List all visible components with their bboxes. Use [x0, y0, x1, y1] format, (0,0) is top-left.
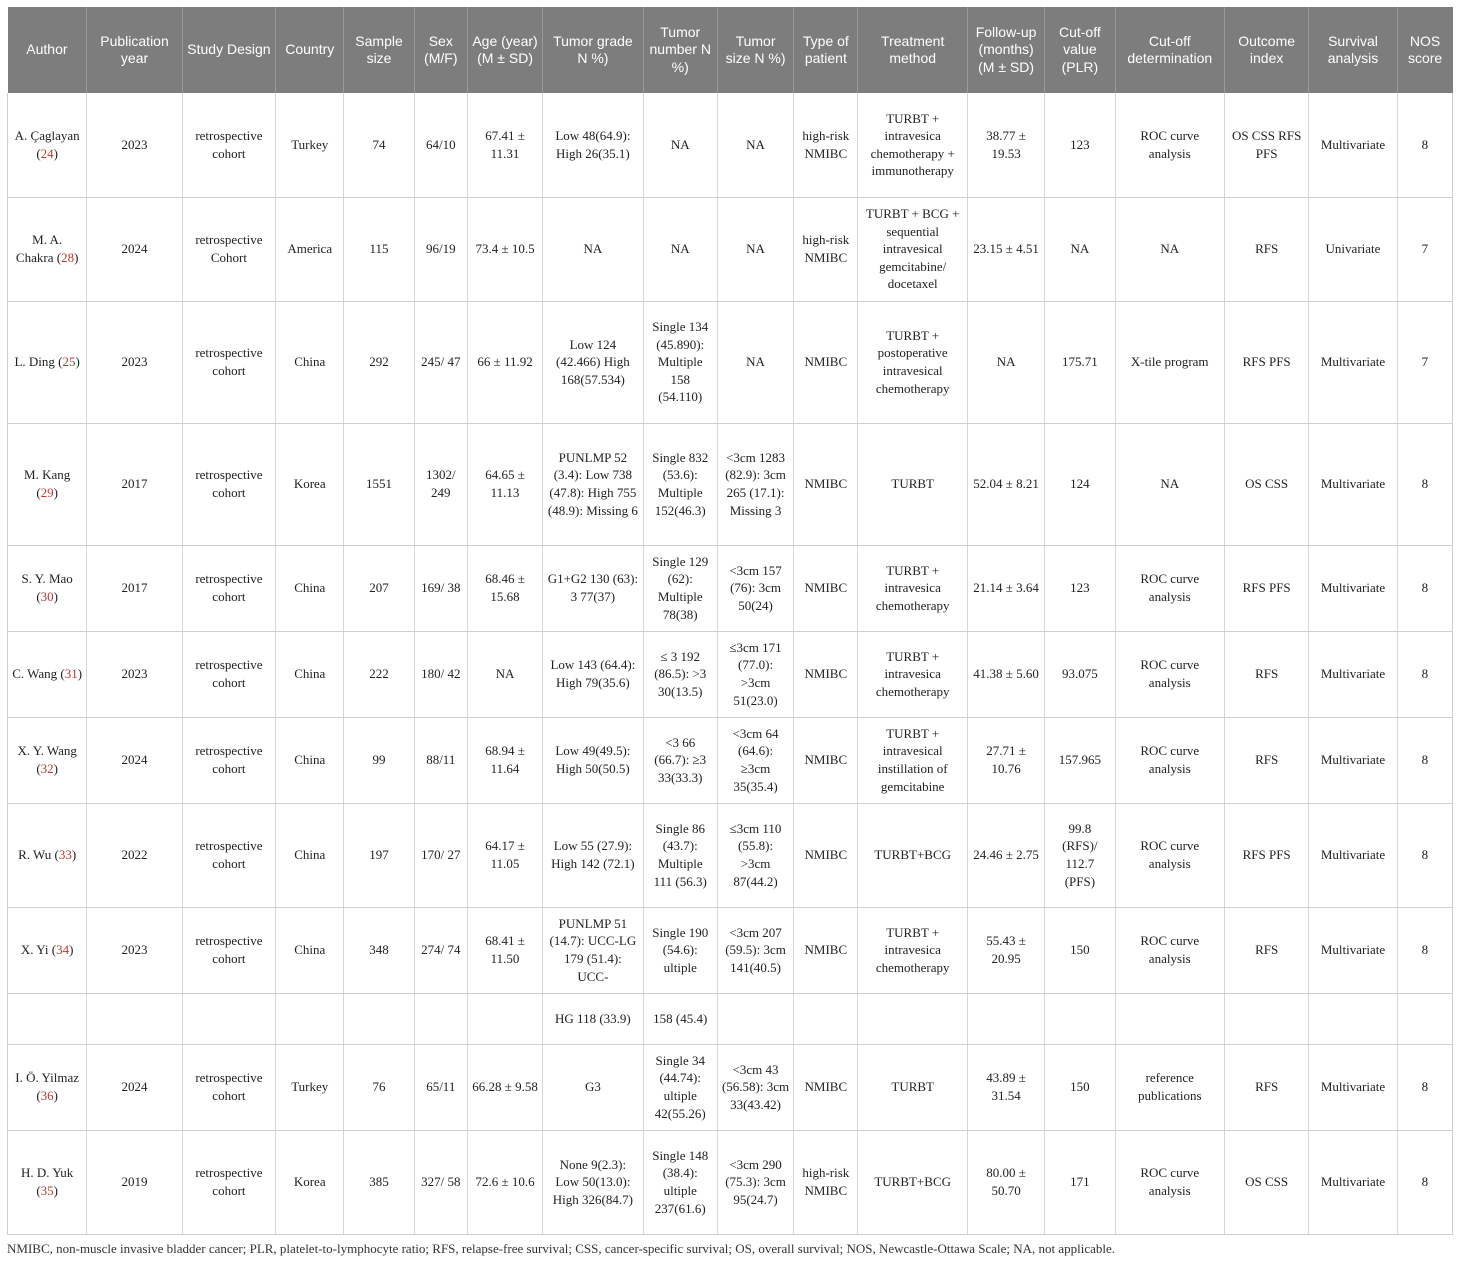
cell-country: Turkey [276, 93, 344, 197]
citation-link[interactable]: 33 [58, 847, 72, 863]
cell-nos [1397, 993, 1452, 1044]
table-footnote: NMIBC, non-muscle invasive bladder cancer; PLR, platelet-to-lymphocyte ratio; RFS, relapse-free survival; CSS, cancer-specific survival; OS, overall survival; NOS, Newcastle-Ottawa Scale; NA, not applicable. [7, 1241, 1116, 1256]
cell-cutoff [1045, 993, 1115, 1044]
cell-country: China [276, 631, 344, 717]
cell-followup: 27.71 ± 10.76 [967, 717, 1044, 803]
cell-outcome: OS CSS [1224, 1130, 1308, 1234]
cell-survival: Multivariate [1309, 93, 1397, 197]
cell-sex: 96/19 [414, 197, 467, 301]
cell-patient: NMIBC [794, 717, 858, 803]
cell-followup: 24.46 ± 2.75 [967, 803, 1044, 907]
author-name: A. Çaglayan [14, 128, 80, 144]
cell-age: 68.41 ± 11.50 [467, 907, 542, 993]
cell-age: 66 ± 11.92 [467, 301, 542, 423]
author-name: M. Kang [24, 467, 71, 483]
cell-design [182, 993, 275, 1044]
cell-survival: Multivariate [1309, 631, 1397, 717]
column-header-age: Age (year) (M ± SD) [467, 7, 542, 93]
cell-age [467, 993, 542, 1044]
cell-nos: 8 [1397, 545, 1452, 631]
cell-patient: NMIBC [794, 631, 858, 717]
cell-sex: 169/ 38 [414, 545, 467, 631]
citation-link[interactable]: 31 [64, 666, 78, 682]
cell-design: retrospective cohort [182, 423, 275, 545]
cell-year: 2022 [87, 803, 182, 907]
cell-patient: NMIBC [794, 1044, 858, 1130]
cell-author: M. A. Chakra (28) [8, 197, 87, 301]
cell-outcome [1224, 993, 1308, 1044]
cell-sex [414, 993, 467, 1044]
cell-followup: NA [967, 301, 1044, 423]
cell-size: <3cm 43 (56.58): 3cm 33(43.42) [717, 1044, 793, 1130]
cell-nos: 8 [1397, 1044, 1452, 1130]
cell-sex: 88/11 [414, 717, 467, 803]
cell-nos: 8 [1397, 631, 1452, 717]
column-header-country: Country [276, 7, 344, 93]
cell-author: R. Wu (33) [8, 803, 87, 907]
table-row [8, 907, 1453, 993]
cell-survival: Multivariate [1309, 1130, 1397, 1234]
cell-grade: G3 [543, 1044, 643, 1130]
cell-size: <3cm 290 (75.3): 3cm 95(24.7) [717, 1130, 793, 1234]
cell-year: 2023 [87, 301, 182, 423]
cell-author: M. Kang (29) [8, 423, 87, 545]
cell-outcome: RFS PFS [1224, 301, 1308, 423]
cell-grade: None 9(2.3): Low 50(13.0): High 326(84.7) [543, 1130, 643, 1234]
cell-design: retrospective cohort [182, 301, 275, 423]
author-name: S. Y. Mao [21, 571, 73, 587]
cell-country: China [276, 907, 344, 993]
cell-patient: high-risk NMIBC [794, 197, 858, 301]
cell-sample [344, 993, 414, 1044]
cell-survival: Multivariate [1309, 717, 1397, 803]
cell-sex: 245/ 47 [414, 301, 467, 423]
citation-link[interactable]: 34 [56, 942, 70, 958]
cell-country: America [276, 197, 344, 301]
cell-treatment: TURBT + BCG + sequential intravesical gemcitabine/ docetaxel [858, 197, 967, 301]
cell-sample: 222 [344, 631, 414, 717]
cell-sample: 292 [344, 301, 414, 423]
cell-determination: ROC curve analysis [1115, 907, 1224, 993]
cell-number: ≤ 3 192 (86.5): >3 30(13.5) [643, 631, 717, 717]
cell-sample: 207 [344, 545, 414, 631]
cell-sample: 197 [344, 803, 414, 907]
column-header-cut-off-determination: Cut-off determination [1115, 7, 1224, 93]
citation-link[interactable]: 35 [40, 1183, 54, 1198]
cell-determination: ROC curve analysis [1115, 93, 1224, 197]
cell-patient [794, 993, 858, 1044]
cell-design: retrospective Cohort [182, 197, 275, 301]
cell-survival: Multivariate [1309, 1044, 1397, 1130]
cell-treatment [858, 993, 967, 1044]
cell-sample: 385 [344, 1130, 414, 1234]
table-row [8, 197, 1453, 301]
cell-author: X. Y. Wang (32) [8, 717, 87, 803]
cell-outcome: RFS PFS [1224, 803, 1308, 907]
cell-country [276, 993, 344, 1044]
author-name: X. Yi [20, 942, 49, 958]
cell-country: China [276, 717, 344, 803]
cell-sex: 64/10 [414, 93, 467, 197]
cell-year: 2023 [87, 907, 182, 993]
table-row [8, 803, 1453, 907]
cell-author: X. Yi (34) [8, 907, 87, 993]
cell-sample: 1551 [344, 423, 414, 545]
cell-nos: 7 [1397, 197, 1452, 301]
cell-survival [1309, 993, 1397, 1044]
column-header-survival-analysis: Survival analysis [1309, 7, 1397, 93]
cell-determination: ROC curve analysis [1115, 1130, 1224, 1234]
cell-author: H. D. Yuk (35) [8, 1130, 87, 1234]
cell-year: 2024 [87, 197, 182, 301]
cell-year: 2024 [87, 717, 182, 803]
header-row [8, 7, 1453, 93]
cell-year: 2024 [87, 1044, 182, 1130]
cell-grade: PUNLMP 52 (3.4): Low 738 (47.8): High 755 (48.9): Missing 6 [543, 423, 643, 545]
table-row [8, 993, 1453, 1044]
column-header-cut-off-value: Cut-off value (PLR) [1045, 7, 1115, 93]
cell-survival: Multivariate [1309, 803, 1397, 907]
column-header-follow-up: Follow-up (months) (M ± SD) [967, 7, 1044, 93]
cell-year [87, 993, 182, 1044]
cell-number: Single 129 (62): Multiple 78(38) [643, 545, 717, 631]
cell-sex: 274/ 74 [414, 907, 467, 993]
cell-design: retrospective cohort [182, 545, 275, 631]
cell-followup: 55.43 ± 20.95 [967, 907, 1044, 993]
cell-determination: NA [1115, 423, 1224, 545]
cell-nos: 8 [1397, 803, 1452, 907]
cell-determination: NA [1115, 197, 1224, 301]
cell-nos: 8 [1397, 907, 1452, 993]
cell-size: <3cm 207 (59.5): 3cm 141(40.5) [717, 907, 793, 993]
cell-sample: 348 [344, 907, 414, 993]
column-header-tumor-size: Tumor size N %) [717, 7, 793, 93]
cell-age: 72.6 ± 10.6 [467, 1130, 542, 1234]
table-container [7, 7, 1453, 1235]
column-header-outcome-index: Outcome index [1224, 7, 1308, 93]
cell-cutoff: 175.71 [1045, 301, 1115, 423]
column-header-author: Author [8, 7, 87, 93]
cell-country: Turkey [276, 1044, 344, 1130]
cell-design: retrospective cohort [182, 1130, 275, 1234]
cell-followup: 41.38 ± 5.60 [967, 631, 1044, 717]
cell-sample: 115 [344, 197, 414, 301]
cell-treatment: TURBT + intravesica chemotherapy [858, 545, 967, 631]
citation-link[interactable]: 28 [61, 250, 75, 265]
cell-outcome: OS CSS RFS PFS [1224, 93, 1308, 197]
cell-followup: 21.14 ± 3.64 [967, 545, 1044, 631]
cell-size: ≤3cm 110 (55.8): >3cm 87(44.2) [717, 803, 793, 907]
table-row [8, 301, 1453, 423]
cell-design: retrospective cohort [182, 803, 275, 907]
cell-treatment: TURBT + intravesica chemotherapy [858, 907, 967, 993]
cell-patient: high-risk NMIBC [794, 93, 858, 197]
cell-nos: 8 [1397, 423, 1452, 545]
cell-determination: X-tile program [1115, 301, 1224, 423]
cell-sample: 76 [344, 1044, 414, 1130]
cell-size: ≤3cm 171 (77.0): >3cm 51(23.0) [717, 631, 793, 717]
cell-size: NA [717, 197, 793, 301]
table-row [8, 717, 1453, 803]
cell-year: 2023 [87, 631, 182, 717]
author-name: L. Ding [14, 354, 55, 370]
column-header-study-design: Study Design [182, 7, 275, 93]
column-header-type-of-patient: Type of patient [794, 7, 858, 93]
cell-determination: ROC curve analysis [1115, 717, 1224, 803]
cell-survival: Multivariate [1309, 907, 1397, 993]
cell-nos: 7 [1397, 301, 1452, 423]
cell-grade: NA [543, 197, 643, 301]
cell-patient: NMIBC [794, 545, 858, 631]
cell-author: C. Wang (31) [8, 631, 87, 717]
table-row [8, 1130, 1453, 1234]
table-row [8, 423, 1453, 545]
cell-cutoff: 150 [1045, 907, 1115, 993]
cell-country: China [276, 545, 344, 631]
cell-nos: 8 [1397, 1130, 1452, 1234]
cell-number: Single 190 (54.6): ultiple [643, 907, 717, 993]
author-name: I. Ö. Yilmaz [15, 1070, 80, 1086]
cell-outcome: RFS [1224, 1044, 1308, 1130]
cell-treatment: TURBT + intravesica chemotherapy [858, 631, 967, 717]
cell-patient: high-risk NMIBC [794, 1130, 858, 1234]
cell-number: NA [643, 93, 717, 197]
cell-grade: Low 124 (42.466) High 168(57.534) [543, 301, 643, 423]
cell-treatment: TURBT + intravesica chemotherapy + immunotherapy [858, 93, 967, 197]
citation-link[interactable]: 36 [40, 1088, 54, 1103]
cell-cutoff: 123 [1045, 545, 1115, 631]
cell-treatment: TURBT [858, 1044, 967, 1130]
cell-survival: Multivariate [1309, 423, 1397, 545]
cell-age: NA [467, 631, 542, 717]
cell-outcome: RFS [1224, 197, 1308, 301]
cell-patient: NMIBC [794, 907, 858, 993]
column-header-treatment-method: Treatment method [858, 7, 967, 93]
cell-number: 158 (45.4) [643, 993, 717, 1044]
cell-author [8, 993, 87, 1044]
cell-treatment: TURBT + postoperative intravesical chemotherapy [858, 301, 967, 423]
cell-year: 2019 [87, 1130, 182, 1234]
author-name: M. A. Chakra [15, 232, 63, 265]
cell-age: 64.65 ± 11.13 [467, 423, 542, 545]
cell-sample: 99 [344, 717, 414, 803]
cell-author: L. Ding (25) [8, 301, 87, 423]
cell-followup: 38.77 ± 19.53 [967, 93, 1044, 197]
cell-cutoff: 171 [1045, 1130, 1115, 1234]
cell-design: retrospective cohort [182, 631, 275, 717]
column-header-tumor-number: Tumor number N %) [643, 7, 717, 93]
cell-followup: 43.89 ± 31.54 [967, 1044, 1044, 1130]
cell-grade: HG 118 (33.9) [543, 993, 643, 1044]
cell-sex: 180/ 42 [414, 631, 467, 717]
cell-outcome: RFS [1224, 717, 1308, 803]
cell-outcome: RFS PFS [1224, 545, 1308, 631]
cell-design: retrospective cohort [182, 907, 275, 993]
cell-country: China [276, 301, 344, 423]
table-body [8, 93, 1453, 1234]
cell-author: I. Ö. Yilmaz (36) [8, 1044, 87, 1130]
cell-grade: Low 143 (64.4): High 79(35.6) [543, 631, 643, 717]
cell-grade: Low 48(64.9): High 26(35.1) [543, 93, 643, 197]
cell-author: A. Çaglayan (24) [8, 93, 87, 197]
cell-age: 68.94 ± 11.64 [467, 717, 542, 803]
cell-country: Korea [276, 423, 344, 545]
author-name: H. D. Yuk [21, 1165, 74, 1181]
author-name: R. Wu [18, 847, 52, 863]
citation-link[interactable]: 29 [40, 485, 54, 500]
cell-year: 2017 [87, 423, 182, 545]
column-header-sex: Sex (M/F) [414, 7, 467, 93]
cell-sex: 327/ 58 [414, 1130, 467, 1234]
cell-number: <3 66 (66.7): ≥3 33(33.3) [643, 717, 717, 803]
cell-followup: 80.00 ± 50.70 [967, 1130, 1044, 1234]
cell-outcome: RFS [1224, 907, 1308, 993]
cell-country: Korea [276, 1130, 344, 1234]
cell-determination [1115, 993, 1224, 1044]
cell-determination: ROC curve analysis [1115, 803, 1224, 907]
cell-number: Single 34 (44.74): ultiple 42(55.26) [643, 1044, 717, 1130]
cell-age: 73.4 ± 10.5 [467, 197, 542, 301]
cell-sex: 65/11 [414, 1044, 467, 1130]
cell-followup: 23.15 ± 4.51 [967, 197, 1044, 301]
column-header-tumor-grade: Tumor grade N %) [543, 7, 643, 93]
cell-size: <3cm 64 (64.6): ≥3cm 35(35.4) [717, 717, 793, 803]
study-characteristics-table [7, 7, 1453, 1235]
cell-number: NA [643, 197, 717, 301]
cell-grade: Low 55 (27.9): High 142 (72.1) [543, 803, 643, 907]
cell-patient: NMIBC [794, 803, 858, 907]
cell-cutoff: 99.8 (RFS)/ 112.7 (PFS) [1045, 803, 1115, 907]
table-row [8, 631, 1453, 717]
cell-design: retrospective cohort [182, 1044, 275, 1130]
cell-patient: NMIBC [794, 301, 858, 423]
cell-nos: 8 [1397, 717, 1452, 803]
cell-sex: 170/ 27 [414, 803, 467, 907]
cell-author: S. Y. Mao (30) [8, 545, 87, 631]
cell-number: Single 148 (38.4): ultiple 237(61.6) [643, 1130, 717, 1234]
cell-outcome: RFS [1224, 631, 1308, 717]
column-header-publication-year: Publication year [87, 7, 182, 93]
cell-year: 2023 [87, 93, 182, 197]
author-name: X. Y. Wang [17, 743, 77, 759]
citation-link[interactable]: 32 [40, 761, 54, 776]
citation-link[interactable]: 30 [40, 589, 54, 604]
column-header-sample-size: Sample size [344, 7, 414, 93]
cell-nos: 8 [1397, 93, 1452, 197]
cell-cutoff: 123 [1045, 93, 1115, 197]
cell-size: <3cm 157 (76): 3cm 50(24) [717, 545, 793, 631]
cell-survival: Univariate [1309, 197, 1397, 301]
cell-cutoff: NA [1045, 197, 1115, 301]
cell-survival: Multivariate [1309, 301, 1397, 423]
cell-size: <3cm 1283 (82.9): 3cm 265 (17.1): Missing 3 [717, 423, 793, 545]
cell-outcome: OS CSS [1224, 423, 1308, 545]
cell-size [717, 993, 793, 1044]
author-name: C. Wang [12, 666, 58, 682]
cell-cutoff: 157.965 [1045, 717, 1115, 803]
citation-link[interactable]: 24 [40, 145, 54, 161]
cell-treatment: TURBT [858, 423, 967, 545]
cell-followup [967, 993, 1044, 1044]
cell-grade: G1+G2 130 (63): 3 77(37) [543, 545, 643, 631]
cell-cutoff: 124 [1045, 423, 1115, 545]
cell-number: Single 832 (53.6): Multiple 152(46.3) [643, 423, 717, 545]
table-row [8, 1044, 1453, 1130]
cell-country: China [276, 803, 344, 907]
cell-sample: 74 [344, 93, 414, 197]
cell-determination: ROC curve analysis [1115, 545, 1224, 631]
cell-grade: PUNLMP 51 (14.7): UCC-LG 179 (51.4): UCC- [543, 907, 643, 993]
column-header-nos-score: NOS score [1397, 7, 1452, 93]
cell-size: NA [717, 301, 793, 423]
cell-year: 2017 [87, 545, 182, 631]
cell-size: NA [717, 93, 793, 197]
cell-number: Single 86 (43.7): Multiple 111 (56.3) [643, 803, 717, 907]
cell-survival: Multivariate [1309, 545, 1397, 631]
cell-sex: 1302/ 249 [414, 423, 467, 545]
cell-design: retrospective cohort [182, 717, 275, 803]
cell-number: Single 134 (45.890): Multiple 158 (54.110) [643, 301, 717, 423]
cell-treatment: TURBT+BCG [858, 1130, 967, 1234]
cell-patient: NMIBC [794, 423, 858, 545]
cell-age: 67.41 ± 11.31 [467, 93, 542, 197]
table-row [8, 93, 1453, 197]
cell-treatment: TURBT+BCG [858, 803, 967, 907]
cell-age: 68.46 ± 15.68 [467, 545, 542, 631]
cell-age: 66.28 ± 9.58 [467, 1044, 542, 1130]
table-row [8, 545, 1453, 631]
cell-followup: 52.04 ± 8.21 [967, 423, 1044, 545]
cell-cutoff: 150 [1045, 1044, 1115, 1130]
cell-treatment: TURBT + intravesical instillation of gemcitabine [858, 717, 967, 803]
cell-determination: reference publications [1115, 1044, 1224, 1130]
cell-grade: Low 49(49.5): High 50(50.5) [543, 717, 643, 803]
cell-determination: ROC curve analysis [1115, 631, 1224, 717]
citation-link[interactable]: 25 [62, 354, 76, 370]
cell-age: 64.17 ± 11.05 [467, 803, 542, 907]
cell-design: retrospective cohort [182, 93, 275, 197]
cell-cutoff: 93.075 [1045, 631, 1115, 717]
